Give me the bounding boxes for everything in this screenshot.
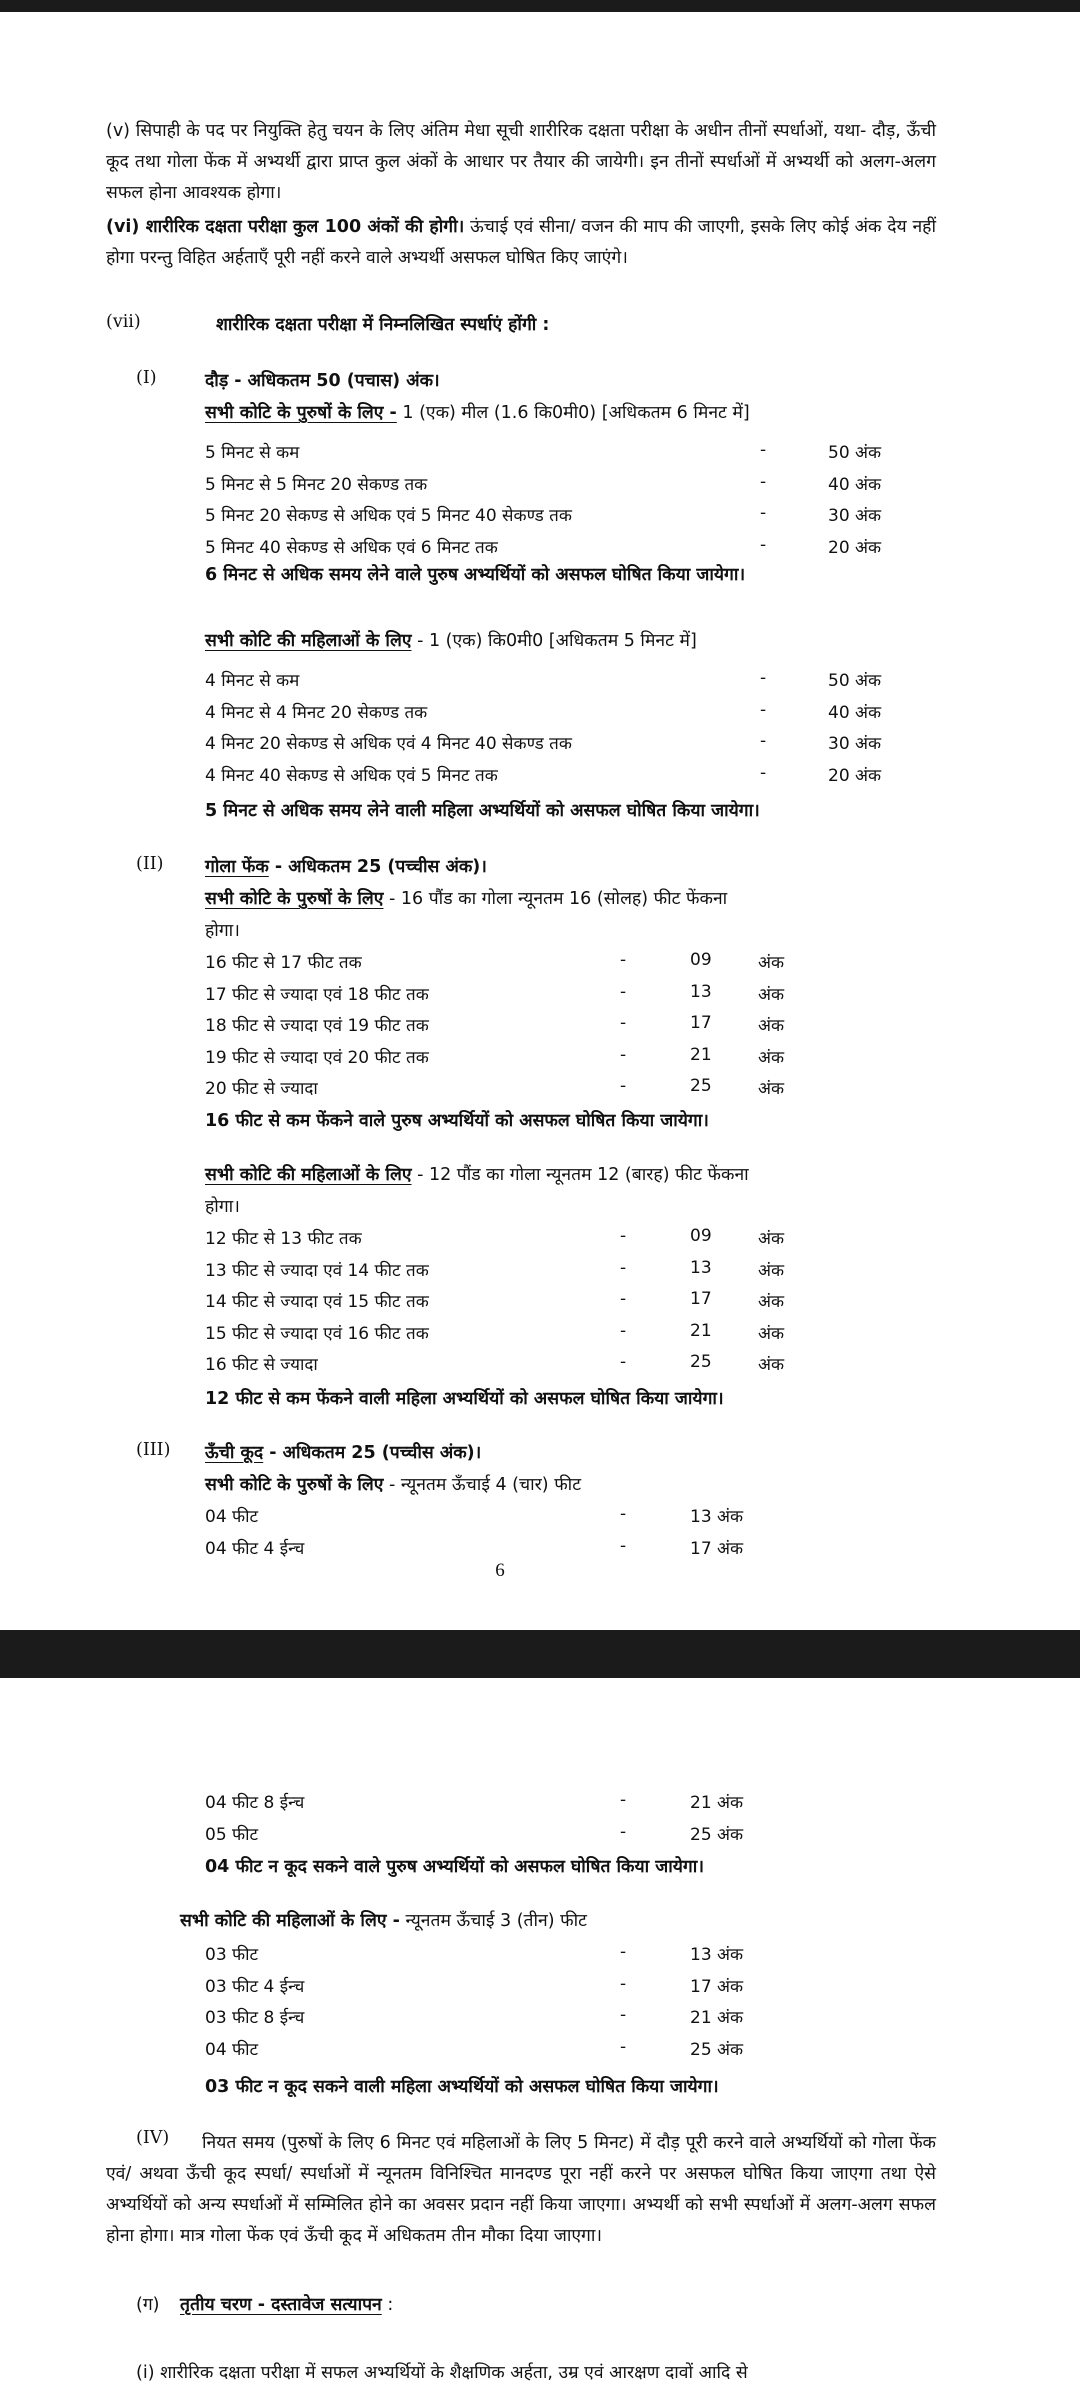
jump-men-label: सभी कोटि के पुरुषों के लिए [205, 1475, 384, 1495]
jump-women-label: सभी कोटि की महिलाओं के लिए - [180, 1911, 400, 1931]
marks-number: 09 [690, 950, 712, 970]
row-dash: - [760, 534, 767, 555]
para-vi [106, 212, 936, 274]
criteria-label: 18 फीट से ज्यादा एवं 19 फीट तक [205, 1016, 429, 1036]
jump-men-row [0, 1504, 1080, 1534]
marks-value: 21 अंक [690, 2008, 744, 2028]
run-women-row [0, 731, 1080, 761]
section-ga-number: (ग) [136, 2295, 160, 2315]
shot-men-label: सभी कोटि के पुरुषों के लिए [205, 889, 384, 909]
section-ga-title: तृतीय चरण - दस्तावेज सत्यापन [180, 2295, 382, 2315]
section-2-title [205, 854, 487, 878]
jump-women-fail-note: 03 फीट न कूद सकने वाली महिला अभ्यर्थियों को असफल घोषित किया जायेगा। [205, 2077, 719, 2097]
row-dash: - [620, 981, 627, 1002]
marks-value: 25 अंक [690, 2039, 744, 2060]
marks-value: 13 अंक [690, 1507, 744, 1527]
shot-men-fail-note: 16 फीट से कम फेंकने वाले पुरुष अभ्यर्थियों को असफल घोषित किया जायेगा। [205, 1111, 709, 1131]
section-ga-heading [180, 2292, 393, 2316]
section-3-title-underlined: ऊँची कूद [205, 1443, 264, 1463]
row-dash: - [760, 503, 767, 523]
marks-number: 13 [690, 1257, 712, 1278]
criteria-label: 4 मिनट 20 सेकण्ड से अधिक एवं 4 मिनट 40 सेकण्ड तक [205, 734, 572, 754]
marks-value: 40 अंक [828, 474, 882, 495]
marks-unit: अंक [758, 1260, 785, 1281]
run-men-condition: 1 (एक) मील (1.6 कि0मी0) [अधिकतम 6 मिनट में] [396, 403, 750, 423]
row-dash: - [620, 1352, 627, 1372]
run-women-label: सभी कोटि की महिलाओं के लिए [205, 631, 412, 651]
run-men-heading [205, 400, 750, 424]
criteria-label: 5 मिनट से 5 मिनट 20 सेकण्ड तक [205, 474, 428, 495]
run-women-row [0, 700, 1080, 730]
para-iv-number: (IV) [136, 2128, 170, 2148]
vii-number: (vii) [106, 312, 141, 332]
criteria-label: 4 मिनट से 4 मिनट 20 सेकण्ड तक [205, 702, 428, 723]
criteria-label: 16 फीट से ज्यादा [205, 1355, 318, 1375]
run-men-row [0, 472, 1080, 502]
shot-men-row [0, 982, 1080, 1012]
marks-unit: अंक [758, 1079, 785, 1099]
shot-men-heading [205, 886, 727, 910]
shot-women-row [0, 1226, 1080, 1256]
row-dash: - [620, 1044, 627, 1065]
run-women-row [0, 763, 1080, 793]
marks-unit: अंक [758, 1323, 785, 1344]
page-number: 6 [495, 1560, 505, 1581]
marks-value: 20 अंक [828, 537, 882, 558]
row-dash: - [760, 699, 767, 720]
criteria-label: 04 फीट 8 ईन्च [205, 1793, 305, 1813]
marks-value: 25 अंक [690, 1824, 744, 1845]
page-separator [0, 1630, 1080, 1678]
row-dash: - [620, 1790, 627, 1810]
marks-value: 50 अंक [828, 671, 882, 691]
para-vi-rest: ऊंचाई एवं सीना/ वजन की माप की जाएगी, इसके लिए कोई अंक देय नहीं होगा परन्तु विहित अर्हताएँ पूरी नहीं करने वाले अभ्यर्थी असफल घोषित किए जाएंगे। [106, 217, 936, 268]
section-1-title: दौड़ - अधिकतम 50 (पचास) अंक। [205, 371, 440, 391]
jump-men-row [0, 1790, 1080, 1820]
marks-unit: अंक [758, 984, 785, 1005]
row-dash: - [760, 731, 767, 751]
shot-women-row [0, 1352, 1080, 1382]
marks-value: 40 अंक [828, 702, 882, 723]
marks-value: 21 अंक [690, 1793, 744, 1813]
run-men-row [0, 535, 1080, 565]
marks-unit: अंक [758, 953, 785, 973]
run-women-fail-note: 5 मिनट से अधिक समय लेने वाली महिला अभ्यर्थियों को असफल घोषित किया जायेगा। [205, 801, 760, 821]
marks-unit: अंक [758, 1292, 785, 1312]
marks-value: 17 अंक [690, 1538, 744, 1559]
shot-women-row [0, 1258, 1080, 1288]
marks-unit: अंक [758, 1229, 785, 1249]
document-page-7 [0, 1678, 1080, 2400]
jump-women-row [0, 2005, 1080, 2035]
row-dash: - [620, 1289, 627, 1309]
row-dash: - [760, 471, 767, 492]
marks-number: 25 [690, 1076, 712, 1096]
criteria-label: 15 फीट से ज्यादा एवं 16 फीट तक [205, 1323, 429, 1344]
para-iv: नियत समय (पुरुषों के लिए 6 मिनट एवं महिलाओं के लिए 5 मिनट) में दौड़ पूरी करने वाले अभ्यर्थियों को गोला फेंक एवं/ अथवा ऊँची कूद स्पर्धा/ स्पर्धाओं में न्यूनतम विनिश्चित मानदण्ड पूरा नहीं करने पर असफल घोषित किया जाएगा तथा ऐसे अभ्यर्थियों को अन्य स्पर्धाओं में सम्मिलित होने का अवसर प्रदान नहीं किया जाएगा। अभ्यर्थी को सभी स्पर्धाओं में अलग-अलग सफल होना होगा। मात्र गोला फेंक एवं ऊँची कूद में अधिकतम तीन मौका दिया जाएगा। [106, 2133, 936, 2246]
jump-women-row [0, 2037, 1080, 2067]
criteria-label: 5 मिनट 40 सेकण्ड से अधिक एवं 6 मिनट तक [205, 537, 498, 558]
shot-women-row [0, 1289, 1080, 1319]
row-dash: - [620, 1013, 627, 1033]
criteria-label: 4 मिनट 40 सेकण्ड से अधिक एवं 5 मिनट तक [205, 765, 498, 786]
shot-women-condition: - 12 पौंड का गोला न्यूनतम 12 (बारह) फीट फेंकना [411, 1165, 749, 1185]
criteria-label: 5 मिनट 20 सेकण्ड से अधिक एवं 5 मिनट 40 सेकण्ड तक [205, 506, 572, 526]
section-2-title-underlined: गोला फेंक [205, 857, 269, 877]
criteria-label: 17 फीट से ज्यादा एवं 18 फीट तक [205, 984, 429, 1005]
criteria-label: 14 फीट से ज्यादा एवं 15 फीट तक [205, 1292, 429, 1312]
shot-men-heading-cont: होगा। [205, 921, 240, 941]
criteria-label: 12 फीट से 13 फीट तक [205, 1229, 362, 1249]
criteria-label: 04 फीट 4 ईन्च [205, 1538, 305, 1559]
marks-value: 50 अंक [828, 443, 882, 463]
row-dash: - [620, 1821, 627, 1842]
section-ga-colon: : [381, 2295, 394, 2315]
para-vi-bold: (vi) शारीरिक दक्षता परीक्षा कुल 100 अंकों की होगी। [106, 217, 465, 237]
marks-number: 17 [690, 1013, 712, 1033]
shot-men-row [0, 950, 1080, 980]
marks-number: 17 [690, 1289, 712, 1309]
shot-women-label: सभी कोटि की महिलाओं के लिए [205, 1165, 412, 1185]
section-3-title [205, 1440, 481, 1464]
criteria-label: 03 फीट [205, 1945, 259, 1965]
run-men-row [0, 440, 1080, 470]
run-women-row [0, 668, 1080, 698]
criteria-label: 03 फीट 4 ईन्च [205, 1976, 305, 1997]
criteria-label: 20 फीट से ज्यादा [205, 1079, 318, 1099]
criteria-label: 4 मिनट से कम [205, 671, 300, 691]
criteria-label: 19 फीट से ज्यादा एवं 20 फीट तक [205, 1047, 429, 1068]
row-dash: - [620, 1942, 627, 1962]
top-status-bar [0, 0, 1080, 12]
section-1-number: (I) [136, 368, 157, 388]
row-dash: - [620, 1973, 627, 1994]
run-men-row [0, 503, 1080, 533]
section-2-title-rest: - अधिकतम 25 (पच्चीस अंक)। [268, 857, 487, 877]
criteria-label: 04 फीट [205, 1507, 259, 1527]
section-3-number: (III) [136, 1440, 171, 1460]
row-dash: - [620, 1257, 627, 1278]
criteria-label: 13 फीट से ज्यादा एवं 14 फीट तक [205, 1260, 429, 1281]
marks-value: 30 अंक [828, 506, 882, 526]
jump-women-row [0, 1942, 1080, 1972]
shot-men-condition: - 16 पौंड का गोला न्यूनतम 16 (सोलह) फीट फेंकना [383, 889, 728, 909]
row-dash: - [620, 2036, 627, 2057]
marks-number: 25 [690, 1352, 712, 1372]
document-page-6 [0, 12, 1080, 1630]
marks-value: 13 अंक [690, 1945, 744, 1965]
row-dash: - [620, 1076, 627, 1096]
para-v: (v) सिपाही के पद पर नियुक्ति हेतु चयन के लिए अंतिम मेधा सूची शारीरिक दक्षता परीक्षा के अधीन तीनों स्पर्धाओं, यथा- दौड़, ऊँची कूद तथा गोला फेंक में अभ्यर्थी द्वारा प्राप्त कुल अंकों के आधार पर तैयार की जायेगी। इन तीनों स्पर्धाओं में अभ्यर्थी को अलग-अलग सफल होना आवश्यक होगा। [106, 121, 936, 203]
criteria-label: 5 मिनट से कम [205, 443, 300, 463]
section-2-number: (II) [136, 854, 164, 874]
shot-men-row [0, 1045, 1080, 1075]
shot-men-row [0, 1076, 1080, 1106]
criteria-label: 04 फीट [205, 2039, 259, 2060]
row-dash: - [760, 762, 767, 783]
doc-verification-line-1: (i) शारीरिक दक्षता परीक्षा में सफल अभ्यर्थियों के शैक्षणिक अर्हता, उम्र एवं आरक्षण दावों आदि से [136, 2363, 748, 2383]
marks-number: 21 [690, 1044, 712, 1065]
run-men-fail-note: 6 मिनट से अधिक समय लेने वाले पुरुष अभ्यर्थियों को असफल घोषित किया जायेगा। [205, 565, 746, 585]
run-women-heading [205, 628, 697, 652]
jump-men-fail-note: 04 फीट न कूद सकने वाले पुरुष अभ्यर्थियों को असफल घोषित किया जायेगा। [205, 1857, 704, 1877]
marks-number: 21 [690, 1320, 712, 1341]
shot-women-row [0, 1321, 1080, 1351]
marks-unit: अंक [758, 1016, 785, 1036]
row-dash: - [620, 1535, 627, 1556]
row-dash: - [760, 440, 767, 460]
jump-women-condition: न्यूनतम ऊँचाई 3 (तीन) फीट [399, 1911, 587, 1931]
marks-unit: अंक [758, 1047, 785, 1068]
run-men-label: सभी कोटि के पुरुषों के लिए - [205, 403, 397, 423]
shot-men-row [0, 1013, 1080, 1043]
run-women-condition: - 1 (एक) कि0मी0 [अधिकतम 5 मिनट में] [411, 631, 697, 651]
jump-women-row [0, 1974, 1080, 2004]
shot-women-heading [205, 1162, 749, 1186]
marks-value: 20 अंक [828, 765, 882, 786]
marks-unit: अंक [758, 1355, 785, 1375]
shot-women-fail-note: 12 फीट से कम फेंकने वाली महिला अभ्यर्थियों को असफल घोषित किया जायेगा। [205, 1389, 724, 1409]
marks-number: 09 [690, 1226, 712, 1246]
marks-value: 17 अंक [690, 1976, 744, 1997]
row-dash: - [620, 950, 627, 970]
row-dash: - [760, 668, 767, 688]
criteria-label: 05 फीट [205, 1824, 259, 1845]
jump-men-condition: - न्यूनतम ऊँचाई 4 (चार) फीट [383, 1475, 582, 1495]
row-dash: - [620, 1226, 627, 1246]
row-dash: - [620, 2005, 627, 2025]
row-dash: - [620, 1504, 627, 1524]
vii-heading: शारीरिक दक्षता परीक्षा में निम्नलिखित स्पर्धाएं होंगी : [216, 315, 550, 335]
criteria-label: 03 फीट 8 ईन्च [205, 2008, 305, 2028]
marks-value: 30 अंक [828, 734, 882, 754]
shot-women-heading-cont: होगा। [205, 1197, 240, 1217]
section-3-title-rest: - अधिकतम 25 (पच्चीस अंक)। [263, 1443, 482, 1463]
jump-men-row [0, 1822, 1080, 1852]
jump-men-heading [205, 1472, 581, 1496]
row-dash: - [620, 1320, 627, 1341]
jump-women-heading [180, 1908, 587, 1932]
marks-number: 13 [690, 981, 712, 1002]
criteria-label: 16 फीट से 17 फीट तक [205, 953, 362, 973]
